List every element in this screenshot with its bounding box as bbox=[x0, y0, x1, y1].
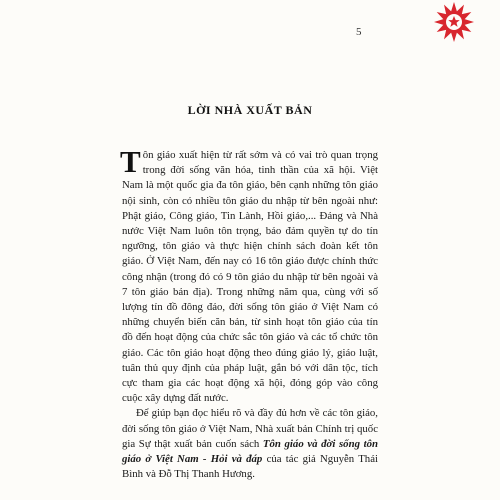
paragraph-1-text: ôn giáo xuất hiện từ rất sớm và có vai trò quan trọng trong đời sống văn hóa, tinh thần của xã hội. Việt Nam là một quốc gia đa tôn giáo, bên cạnh những tôn giáo nội sinh, còn có nhiều tôn giáo du nhập từ bên ngoài như: Phật giáo, Công giáo, Tin Lành, Hồi giáo,... Đảng và Nhà nước Việt Nam luôn tôn trọng, bảo đảm quyền tự do tín ngưỡng, tôn giáo và thực hiện chính sách đoàn kết tôn giáo. Ở Việt Nam, đến nay có 16 tôn giáo được chính thức công nhận (trong đó có 9 tôn giáo du nhập từ bên ngoài và 7 tôn giáo bản địa). Trong những năm qua, cùng với số lượng tín đồ đông đảo, đời sống tôn giáo ở Việt Nam có những chuyển biến căn bản, từ sinh hoạt tôn giáo của tín đồ đến hoạt động của chức sắc tôn giáo và các tổ chức tôn giáo. Các tôn giáo hoạt động theo đúng giáo lý, giáo luật, tuân thủ quy định của pháp luật, gắn bó với dân tộc, tích cực tham gia các hoạt động xã hội, đóng góp vào công cuộc xây dựng đất nước. bbox=[122, 149, 378, 405]
page-number: 5 bbox=[356, 26, 362, 38]
book-title: Tôn giáo và đời sống tôn giáo ở Việt Nam - Hỏi và đáp bbox=[122, 437, 378, 466]
paragraph-1 bbox=[120, 144, 378, 406]
star-seal-logo bbox=[428, 0, 480, 52]
paragraph-2 bbox=[122, 406, 378, 482]
paragraph-2-text-start: Để giúp bạn đọc hiểu rõ và đầy đủ hơn về các tôn giáo, đời sống tôn giáo ở Việt Nam, Nhà xuất bản Chính trị quốc gia Sự thật xuất bản cuốn sách bbox=[122, 407, 378, 450]
drop-cap: T bbox=[120, 144, 141, 179]
paragraph-2-text-end: của tác giả Nguyễn Thái Bình và Đỗ Thị Thanh Hương. bbox=[122, 453, 379, 481]
section-heading: LỜI NHÀ XUẤT BẢN bbox=[187, 103, 313, 117]
body-text bbox=[120, 144, 379, 482]
